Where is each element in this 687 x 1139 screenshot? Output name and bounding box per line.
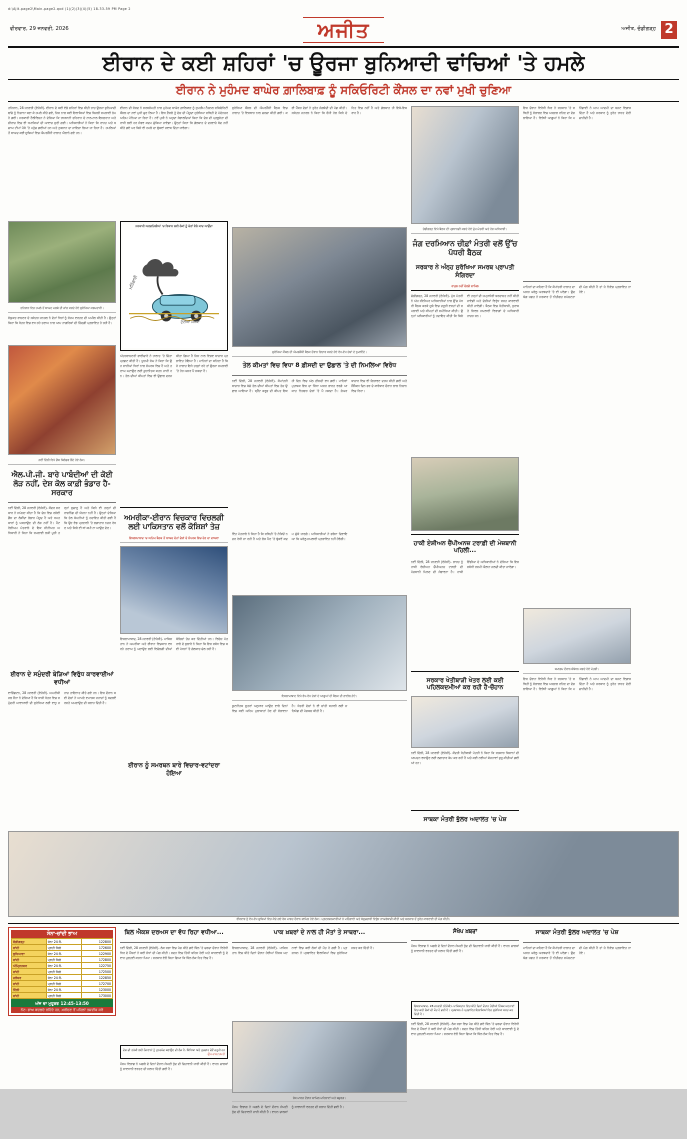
hockey-body: ਨਵੀਂ ਦਿੱਲੀ, 28 ਜਨਵਰੀ (ਏਜੰਸੀ)- ਭਾਰਤ ਨੂੰ ਹਾਕੀ ਏਸ਼ੀਅਨ ਚੈਂਪੀਅਨਜ਼ ਟਰਾਫ਼ੀ ਦੀ ਮੇਜ਼ਬਾਨੀ ਮਿਲਣ ਦੀ ਸੰਭਾਵਨਾ ਹੈ। ਹਾਕੀ ਇੰਡੀਆ ਦੇ ਅਧਿਕਾਰੀਆਂ ਨੇ ਦੱਸਿਆ ਕਿ ਇਸ ਸਬੰਧੀ ਰਸਮੀ ਐਲਾਨ ਜਲਦੀ ਕੀਤਾ ਜਾਵੇਗਾ। bbox=[411, 559, 519, 574]
quote-attribution: -ਉਪ-ਰਾਸ਼ਟਰਪਤੀ bbox=[206, 1051, 225, 1056]
page-number-badge: 2 bbox=[661, 21, 677, 39]
pak-news-body: ਇਸਲਾਮਾਬਾਦ, 28 ਜਨਵਰੀ (ਏਜੰਸੀ)- ਪਾਕਿਸਤਾਨ ਵਿਚ ਬੀਤੇ ਦਿਨਾਂ ਦੌਰਾਨ ਹੋਈਆਂ ਹਿੰਸਕ ਘਟਨਾਵਾਂ ਵਿਚ ਕਈ ਲੋਕਾਂ ਦੀ ਮੌਤ ਹੋ ਗਈ ਹੈ। ਪ੍ਰਸ਼ਾਸਨ ਨੇ ਪ੍ਰਭਾਵਿਤ ਇਲਾਕਿਆਂ ਵਿਚ ਸੁਰੱਖਿਆ ਸਖ਼ਤ ਕਰ ਦਿੱਤੀ ਹੈ। bbox=[232, 945, 375, 955]
column-3 bbox=[232, 106, 407, 827]
rate-metal: ਪ੍ਰਤੀ ਕਿਲੋ bbox=[46, 969, 81, 975]
main-column-grid bbox=[8, 106, 679, 827]
pak-mediation-body: ਇਸਲਾਮਾਬਾਦ, 28 ਜਨਵਰੀ (ਏਜੰਸੀ)- ਪਾਕਿਸਤਾਨ ਨੇ ਅਮਰੀਕਾ ਅਤੇ ਈਰਾਨ ਵਿਚਕਾਰ ਵਧ ਰਹੇ ਤਣਾਅ ਨੂੰ ਘਟਾਉਣ ਲਈ ਵਿਚੋਲਗੀ ਦੀਆਂ ਕੋਸ਼ਿਸ਼ਾਂ ਤੇਜ਼ ਕਰ ਦਿੱਤੀਆਂ ਹਨ। ਵਿਦੇਸ਼ ਮੰਤਰਾਲੇ ਦੇ ਬੁਲਾਰੇ ਨੇ ਕਿਹਾ ਕਿ ਇਸ ਸਬੰਧ ਵਿਚ ਕਈ ਪੱਧਰਾਂ 'ਤੇ ਗੱਲਬਾਤ ਚੱਲ ਰਹੀ ਹੈ। bbox=[120, 637, 228, 652]
rate-metal: ਪ੍ਰਤੀ ਕਿਲੋ bbox=[46, 981, 81, 987]
rahul-line: ਰਾਹੁਲ ਨਹੀਂ ਦੇਣਗੇ ਸ਼ਾਮਿਲ bbox=[411, 284, 519, 291]
column-5 bbox=[523, 106, 631, 827]
cm-meeting-headline: ਜੰਗ ਦਰਮਿਆਨ ਚੀਫ਼ਾਂ ਮੰਤਰੀ ਵਲੋਂ ਉੱਚ ਪੱਧਰੀ ਬੈਠਕ bbox=[412, 239, 518, 258]
col3-bottom-body: ਕੂਟਨੀਤਕ ਸੂਤਰਾਂ ਅਨੁਸਾਰ ਆਉਣ ਵਾਲੇ ਦਿਨਾਂ ਵਿਚ ਕਈ ਅਹਿਮ ਮੁਲਾਕਾਤਾਂ ਹੋਣ ਦੀ ਸੰਭਾਵਨਾ ਹੈ। ਖੇਤਰੀ ਦੇਸ਼ਾਂ ਨੇ ਵੀ ਸ਼ਾਂਤੀ ਬਹਾਲੀ ਲਈ ਸਹਿਯੋਗ ਦੀ ਪੇਸ਼ਕਸ਼ ਕੀਤੀ ਹੈ। bbox=[232, 703, 348, 713]
photo-iran-wreckage-caption: ਤਹਿਰਾਨ ਵਿਚ ਹਮਲੇ ਤੋਂ ਬਾਅਦ ਮਲਬੇ ਦੀ ਜਾਂਚ ਕਰਦੇ ਹੋਏ ਸੁਰੱਖਿਆ ਕਰਮਚਾਰੀ। bbox=[8, 306, 116, 313]
col2-body-2: ਅੰਤਰਰਾਸ਼ਟਰੀ ਭਾਈਚਾਰੇ ਨੇ ਹਾਲਾਤ 'ਤੇ ਚਿੰਤਾ ਪ੍ਰਗਟ ਕੀਤੀ ਹੈ। ਯੂਰਪੀ ਸੰਘ ਨੇ ਕਿਹਾ ਕਿ ਉਹ ਸਾਰੀਆਂ ਧਿਰਾਂ ਨਾਲ ਸੰਪਰਕ ਵਿਚ ਹੈ ਅਤੇ ਤਣਾਅ ਘਟਾਉਣ ਲਈ ਕੂਟਨੀਤਕ ਯਤਨ ਜਾਰੀ ਹਨ। ਤੇਲ ਦੀਆਂ ਕੀਮਤਾਂ ਵਿਚ ਵੀ ਉਛਾਲ ਦਰਜ ਕੀਤਾ ਗਿਆ ਹੈ ਜਿਸ ਨਾਲ ਵਿਸ਼ਵ ਬਾਜ਼ਾਰ ਪ੍ਰਭਾਵਿਤ ਹੋਇਆ ਹੈ। ਮਾਹਿਰਾਂ ਦਾ ਕਹਿਣਾ ਹੈ ਕਿ ਜੇ ਹਾਲਾਤ ਇਸੇ ਤਰ੍ਹਾਂ ਰਹੇ ਤਾਂ ਊਰਜਾ ਸਪਲਾਈ 'ਤੇ ਹੋਰ ਅਸਰ ਪੈ ਸਕਦਾ ਹੈ। bbox=[120, 354, 228, 379]
photo-bottom-rally-caption: ਰੋਸ ਮਾਰਚ ਦੌਰਾਨ ਸ਼ਾਮਿਲ ਮਹਿਲਾਵਾਂ ਅਤੇ ਬਜ਼ੁਰਗ। bbox=[232, 1096, 407, 1103]
oil-price-body: ਨਵੀਂ ਦਿੱਲੀ, 28 ਜਨਵਰੀ (ਏਜੰਸੀ)- ਕੌਮਾਂਤਰੀ ਬਾਜ਼ਾਰ ਵਿਚ ਕੱਚੇ ਤੇਲ ਦੀਆਂ ਕੀਮਤਾਂ ਵਿਚ ਤੇਜ਼ ਉਛਾਲ ਆਇਆ ਹੈ। ਬ੍ਰੈਂਟ ਕਰੂਡ ਦੀ ਕੀਮਤ ਇਕ ਹੀ ਦਿਨ ਵਿਚ ਅੱਠ ਫ਼ੀਸਦੀ ਵਧ ਗਈ। ਮਾਹਿਰਾਂ ਮੁਤਾਬਕ ਇਸ ਦਾ ਸਿੱਧਾ ਅਸਰ ਭਾਰਤ ਵਰਗੇ ਆਯਾਤ ਨਿਰਭਰ ਦੇਸ਼ਾਂ 'ਤੇ ਪੈ ਸਕਦਾ ਹੈ। ਸ਼ੇਅਰ ਬਾਜ਼ਾਰ ਵਿਚ ਵੀ ਗਿਰਾਵਟ ਦਰਜ ਕੀਤੀ ਗਈ ਅਤੇ ਸੈਂਸੈਕਸ ਦਿਨ ਭਰ ਦੇ ਕਾਰੋਬਾਰ ਦੌਰਾਨ ਲਾਲ ਨਿਸ਼ਾਨ ਵਿਚ ਰਿਹਾ। bbox=[232, 378, 407, 393]
rate-metal: ਸੋਨਾ 24 ਕੈ. bbox=[46, 963, 81, 969]
gold-rate-box bbox=[8, 927, 116, 1016]
column-1 bbox=[8, 106, 116, 827]
bottom-col2-extra: ਮੌਸਮ ਵਿਭਾਗ ਨੇ ਅਗਲੇ ਦੋ ਦਿਨਾਂ ਦੌਰਾਨ ਸੰਘਣੀ ਧੁੰਦ ਦੀ ਚਿਤਾਵਨੀ ਜਾਰੀ ਕੀਤੀ ਹੈ। ਵਾਹਨ ਚਾਲਕਾਂ ਨੂੰ ਸਾਵਧਾਨੀ ਵਰਤਣ ਦੀ ਸਲਾਹ ਦਿੱਤੀ ਗਈ ਹੈ। bbox=[120, 1061, 228, 1071]
bhullar-court-headline: ਸਾਬਕਾ ਮੰਤਰੀ ਭੁੱਲਰ ਅਦਾਲਤ 'ਚ ਪੇਸ਼ bbox=[535, 929, 619, 937]
iran-ships-body: ਵਾਸ਼ਿੰਗਟਨ, 28 ਜਨਵਰੀ (ਏਜੰਸੀ)- ਅਮਰੀਕੀ ਜਲ ਸੈਨਾ ਨੇ ਦੱਸਿਆ ਹੈ ਕਿ ਖਾੜੀ ਖੇਤਰ ਵਿਚ ਸਮੁੰਦਰੀ ਆਵਾਜਾਈ ਦੀ ਸੁਰੱਖਿਆ ਲਈ ਵਾਧੂ ਜਹਾਜ਼ ਤਾਇਨਾਤ ਕੀਤੇ ਗਏ ਹਨ। ਇਸ ਦੌਰਾਨ ਕਈ ਦੇਸ਼ਾਂ ਨੇ ਆਪਣੇ ਵਪਾਰਕ ਜਹਾਜ਼ਾਂ ਨੂੰ ਬਦਲਵੇਂ ਰਸਤੇ ਅਪਣਾਉਣ ਦੀ ਸਲਾਹ ਦਿੱਤੀ ਹੈ। bbox=[8, 690, 116, 705]
brief-news-headline: ਸੰਖੇਪ ਖ਼ਬਰਾਂ bbox=[452, 928, 478, 935]
bill-body: ਨਵੀਂ ਦਿੱਲੀ, 28 ਜਨਵਰੀ (ਏਜੰਸੀ)- ਲੋਕ ਸਭਾ ਵਿਚ ਪੇਸ਼ ਕੀਤੇ ਗਏ ਬਿੱਲ 'ਤੇ ਚਰਚਾ ਦੌਰਾਨ ਵਿਰੋਧੀ ਧਿਰ ਦੇ ਮੈਂਬਰਾਂ ਨੇ ਕਈ ਸੋਧਾਂ ਦੀ ਮੰਗ ਕੀਤੀ। ਸਦਨ ਵਿਚ ਤਿੱਖੀ ਬਹਿਸ ਹੋਈ ਅਤੇ ਕਾਰਵਾਈ ਨੂੰ ਦੋ ਵਾਰ ਮੁਲਤਵੀ ਕਰਨਾ ਪਿਆ। ਸਰਕਾਰ ਵੱਲੋਂ ਕਿਹਾ ਗਿਆ ਕਿ ਬਿੱਲ ਲੋਕ ਹਿਤ ਵਿਚ ਹੈ। bbox=[120, 945, 228, 960]
pak-mediation-subhead: ਇਸਲਾਮਾਬਾਦ 'ਚ ਅਹਿਮ ਬੈਠਕ ਤੋਂ ਬਾਅਦ ਦੋਹਾਂ ਦੇਸ਼ਾਂ ਦੇ ਸੰਪਰਕ ਵਿਚ ਹੋਣ ਦਾ ਦਾਅਵਾ bbox=[120, 536, 228, 543]
lead-subheadline: ਈਰਾਨ ਨੇ ਮੁਹੰਮਦ ਬਾਘੇਰ ਗ਼ਾਲਿਬਾਫ਼ ਨੂੰ ਸਕਿਓਰਿਟੀ ਕੌਂਸਲ ਦਾ ਨਵਾਂ ਮੁਖੀ ਚੁਣਿਆ bbox=[8, 80, 679, 103]
hockey-headline: ਹਾਕੀ ਏਸ਼ੀਅਨ ਚੈਂਪੀਅਨਜ਼ ਟਰਾਫ਼ੀ ਦੀ ਮੇਜ਼ਬਾਨੀ ਪਹਿਲੀ... bbox=[413, 539, 517, 555]
divider bbox=[232, 375, 407, 376]
rate-value: 122900 bbox=[82, 951, 113, 957]
photo-delegation-caption: ਇਸਲਾਮਾਬਾਦ ਵਿਖੇ ਵੱਖ-ਵੱਖ ਦੇਸ਼ਾਂ ਦੇ ਆਗੂਆਂ ਦੀ ਬੈਠਕ ਦੀ ਫ਼ਾਈਲ ਫ਼ੋਟੋ। bbox=[232, 694, 407, 701]
rate-metal: ਸੋਨਾ 24 ਕੈ. bbox=[46, 951, 81, 957]
photo-lpg-caption: ਨਵੀਂ ਦਿੱਲੀ ਵਿਖੇ ਗੈਸ ਸਿਲੰਡਰ ਲੈਂਦੇ ਹੋਏ ਲੋਕ। bbox=[8, 458, 116, 465]
rate-city: ਚਾਂਦੀ bbox=[12, 945, 47, 951]
column-4 bbox=[411, 106, 519, 827]
rate-city: ਚਾਂਦੀ bbox=[12, 981, 47, 987]
newspaper-logo: ਅਜੀਤ bbox=[303, 17, 383, 43]
iran-ships-headline: ਈਰਾਨ ਦੇ ਸਮੁੰਦਰੀ ਬੇੜਿਆਂ ਵਿਰੁੱਧ ਕਾਰਵਾਈਆਂ ਵਧੀਆਂ bbox=[10, 671, 114, 686]
rate-value: 172800 bbox=[82, 957, 113, 963]
divider bbox=[411, 810, 519, 811]
divider bbox=[523, 942, 631, 943]
bhullar-court-body: ਮਾਹਿਰਾਂ ਦਾ ਕਹਿਣਾ ਹੈ ਕਿ ਕੌਮਾਂਤਰੀ ਹਾਲਾਤ ਦਾ ਅਸਰ ਘਰੇਲੂ ਅਰਥਚਾਰੇ 'ਤੇ ਵੀ ਪਵੇਗਾ। ਉਦਯੋਗ ਜਗਤ ਨੇ ਸਰਕਾਰ ਤੋਂ ਨੀਤੀਗਤ ਸਪੱਸ਼ਟਤਾ ਦੀ ਮੰਗ ਕੀਤੀ ਹੈ ਤਾਂ ਜੋ ਨਿਵੇਸ਼ ਪ੍ਰਭਾਵਿਤ ਨਾ ਹੋਵੇ। bbox=[523, 945, 631, 960]
photo-security-council bbox=[232, 227, 407, 347]
photo-delegation bbox=[232, 595, 407, 691]
rate-metal: ਸੋਨਾ 24 ਕੈ. bbox=[46, 987, 81, 993]
photo-ministers-caption: ਚੰਡੀਗੜ੍ਹ ਵਿਖੇ ਬੈਠਕ ਦੀ ਪ੍ਰਧਾਨਗੀ ਕਰਦੇ ਹੋਏ ਮੁੱਖ ਮੰਤਰੀ ਅਤੇ ਹੋਰ ਅਧਿਕਾਰੀ। bbox=[411, 227, 519, 234]
rate-metal: ਪ੍ਰਤੀ ਕਿਲੋ bbox=[46, 993, 81, 999]
rate-value: 122750 bbox=[82, 963, 113, 969]
rate-city: ਜਲੰਧਰ bbox=[12, 975, 47, 981]
rate-metal: ਪ੍ਰਤੀ ਕਿਲੋ bbox=[46, 945, 81, 951]
pak-mediation-headline: ਅਮਰੀਕਾ-ਈਰਾਨ ਵਿਚਕਾਰ ਵਿਚਲਗੀ ਲਈ ਪਾਕਿਸਤਾਨ ਵਲੋਂ ਕੋਸ਼ਿਸ਼ਾਂ ਤੇਜ਼ bbox=[124, 513, 224, 532]
cm-meeting-body: ਚੰਡੀਗੜ੍ਹ, 28 ਜਨਵਰੀ (ਏਜੰਸੀ)- ਮੁੱਖ ਮੰਤਰੀ ਨੇ ਅੱਜ ਸੀਨੀਅਰ ਅਧਿਕਾਰੀਆਂ ਨਾਲ ਉੱਚ ਪੱਧਰੀ ਬੈਠਕ ਕਰਕੇ ਸੂਬੇ ਵਿਚ ਜ਼ਰੂਰੀ ਵਸਤਾਂ ਦੀ ਸਪਲਾਈ ਅਤੇ ਕੀਮਤਾਂ ਦੀ ਸਮੀਖਿਆ ਕੀਤੀ। ਉਨ੍ਹਾਂ ਅਧਿਕਾਰੀਆਂ ਨੂੰ ਹਦਾਇਤ ਕੀਤੀ ਕਿ ਕਿਸੇ ਵੀ ਤਰ੍ਹਾਂ ਦੀ ਜਮ੍ਹਾਖੋਰੀ ਬਰਦਾਸ਼ਤ ਨਹੀਂ ਕੀਤੀ ਜਾਵੇਗੀ ਅਤੇ ਦੋਸ਼ੀਆਂ ਵਿਰੁੱਧ ਸਖ਼ਤ ਕਾਰਵਾਈ ਕੀਤੀ ਜਾਵੇਗੀ। ਬੈਠਕ ਵਿਚ ਖੇਤੀਬਾੜੀ, ਖੁਰਾਕ ਤੇ ਸਿਵਲ ਸਪਲਾਈ ਵਿਭਾਗਾਂ ਦੇ ਅਧਿਕਾਰੀ ਹਾਜ਼ਰ ਸਨ। bbox=[411, 293, 519, 318]
gold-rate-table bbox=[11, 938, 113, 999]
bottom-col4-extra: ਨਵੀਂ ਦਿੱਲੀ, 28 ਜਨਵਰੀ (ਏਜੰਸੀ)- ਲੋਕ ਸਭਾ ਵਿਚ ਪੇਸ਼ ਕੀਤੇ ਗਏ ਬਿੱਲ 'ਤੇ ਚਰਚਾ ਦੌਰਾਨ ਵਿਰੋਧੀ ਧਿਰ ਦੇ ਮੈਂਬਰਾਂ ਨੇ ਕਈ ਸੋਧਾਂ ਦੀ ਮੰਗ ਕੀਤੀ। ਸਦਨ ਵਿਚ ਤਿੱਖੀ ਬਹਿਸ ਹੋਈ ਅਤੇ ਕਾਰਵਾਈ ਨੂੰ ਦੋ ਵਾਰ ਮੁਲਤਵੀ ਕਰਨਾ ਪਿਆ। ਸਰਕਾਰ ਵੱਲੋਂ ਕਿਹਾ ਗਿਆ ਕਿ ਬਿੱਲ ਲੋਕ ਹਿਤ ਵਿਚ ਹੈ। bbox=[411, 1022, 519, 1037]
gold-rate-ad[interactable] bbox=[8, 927, 116, 1139]
rate-city: ਲੁਧਿਆਣਾ bbox=[12, 951, 47, 957]
masthead-date: ਵੀਰਵਾਰ, 29 ਜਨਵਰੀ, 2026 bbox=[10, 26, 69, 33]
photo-wide-rally bbox=[8, 831, 679, 917]
rate-value: 172500 bbox=[82, 969, 113, 975]
bottom-grid bbox=[8, 927, 679, 1139]
agriculture-headline: ਸਰਕਾਰ ਖੇਤੀਬਾੜੀ ਖੇਤਰ ਲਈ ਕਈ ਪਹਿਲਕਦਮੀਆਂ ਕਰ ਰਹੀ ਹੈ-ਚੌਹਾਨ bbox=[426, 676, 504, 691]
oil-price-headline: ਤੇਲ ਕੀਮਤਾਂ ਵਿਚ ਵਿਧਾ 8 ਫ਼ੀਸਦੀ ਦਾ ਉਛਾਲ 'ਤੇ ਦੀ ਨਿਮਲਿਆ ਵਿਰੋਧ bbox=[242, 362, 397, 370]
divider bbox=[411, 940, 519, 941]
photo-event-caption: ਸਮਾਗਮ ਦੌਰਾਨ ਸੰਬੋਧਨ ਕਰਦੇ ਹੋਏ ਮੰਤਰੀ। bbox=[523, 667, 631, 674]
masthead bbox=[8, 15, 679, 48]
cartoon-image bbox=[123, 230, 225, 348]
photo-lpg-cylinders bbox=[8, 345, 116, 455]
photo-minister-portrait bbox=[411, 696, 519, 748]
gold-rate-title: ਸੋਨਾ-ਚਾਂਦੀ ਭਾਅ bbox=[11, 930, 113, 938]
photo-event-speaker bbox=[523, 608, 631, 664]
photo-wide-rally-caption: ਵੀਰਵਾਰ ਨੂੰ ਵੱਖ-ਵੱਖ ਸੂਬਿਆਂ ਵਿਚ ਕੱਢੇ ਗਏ ਰੋਸ ਮਾਰਚ ਦੌਰਾਨ ਸ਼ਾਮਿਲ ਹੋਏ ਲੋਕ। ਪ੍ਰਦਰਸ਼ਨਕਾਰੀਆਂ ਨੇ ਮਹਿੰਗਾਈ ਅਤੇ ਬੇਰੁਜ਼ਗਾਰੀ ਵਿਰੁੱਧ ਨਾਅਰੇਬਾਜ਼ੀ ਕੀਤੀ ਅਤੇ ਸਰਕਾਰ ਤੋਂ ਤੁਰੰਤ ਕਾਰਵਾਈ ਦੀ ਮੰਗ ਕੀਤੀ। bbox=[8, 917, 679, 924]
divider bbox=[411, 671, 519, 672]
col2-bottom-headline: ਈਰਾਨ ਨੂੰ ਸਮਰਥਨ ਬਾਰੇ ਵਿਚਾਰ-ਵਟਾਂਦਰਾ ਹੋਇਆ bbox=[128, 762, 220, 777]
oil-price-body-2: ਵਿੱਤ ਮੰਤਰਾਲੇ ਨੇ ਕਿਹਾ ਹੈ ਕਿ ਸਥਿਤੀ 'ਤੇ ਨੇੜਿਓਂ ਨਜ਼ਰ ਰੱਖੀ ਜਾ ਰਹੀ ਹੈ ਅਤੇ ਲੋੜ ਪੈਣ 'ਤੇ ਢੁੱਕਵੇਂ ਕਦਮ ਚੁੱਕੇ ਜਾਣਗੇ। ਅਧਿਕਾਰੀਆਂ ਨੇ ਭਰੋਸਾ ਦਿਵਾਇਆ ਕਿ ਘਰੇਲੂ ਸਪਲਾਈ ਪ੍ਰਭਾਵਿਤ ਨਹੀਂ ਹੋਵੇਗੀ। bbox=[232, 531, 348, 541]
col5-body-1: ਇਸ ਦੌਰਾਨ ਵਿਰੋਧੀ ਧਿਰ ਨੇ ਸਰਕਾਰ 'ਤੇ ਸਥਿਤੀ ਨੂੰ ਸੰਭਾਲਣ ਵਿਚ ਅਸਫ਼ਲ ਰਹਿਣ ਦਾ ਦੋਸ਼ ਲਾਇਆ ਹੈ। ਵਿਰੋਧੀ ਆਗੂਆਂ ਨੇ ਕਿਹਾ ਕਿ ਮਹਿੰਗਾਈ ਨੇ ਆਮ ਆਦਮੀ ਦਾ ਬਜਟ ਵਿਗਾੜ ਦਿੱਤਾ ਹੈ ਅਤੇ ਸਰਕਾਰ ਨੂੰ ਤੁਰੰਤ ਰਾਹਤ ਦੇਣੀ ਚਾਹੀਦੀ ਹੈ। bbox=[523, 106, 631, 121]
rate-value: 122800 bbox=[82, 939, 113, 945]
print-metadata-bar: d:\Ajit-page2\Main-page2.qxd (1)(2)(3)(4)(5) 18-33-59 PM Page 2 bbox=[8, 7, 131, 11]
cartoon-drawing bbox=[123, 230, 225, 348]
bhullar-headline: ਸਾਬਕਾ ਮੰਤਰੀ ਭੁੱਲਰ ਅਦਾਲਤ 'ਚ ਪੇਸ਼ bbox=[423, 816, 507, 824]
rate-city: ਅੰਮ੍ਰਿਤਸਰ bbox=[12, 963, 47, 969]
ad-note-footer: ਨੋਟ: ਭਾਅ ਬਦਲਦੇ ਰਹਿੰਦੇ ਹਨ, ਖ਼ਰੀਦਣ ਤੋਂ ਪਹਿਲਾਂ ਤਸਦੀਕ ਕਰੋ bbox=[11, 1007, 113, 1013]
rate-row bbox=[12, 993, 113, 999]
bottom-col3-extra: ਮੌਸਮ ਵਿਭਾਗ ਨੇ ਅਗਲੇ ਦੋ ਦਿਨਾਂ ਦੌਰਾਨ ਸੰਘਣੀ ਧੁੰਦ ਦੀ ਚਿਤਾਵਨੀ ਜਾਰੀ ਕੀਤੀ ਹੈ। ਵਾਹਨ ਚਾਲਕਾਂ ਨੂੰ ਸਾਵਧਾਨੀ ਵਰਤਣ ਦੀ ਸਲਾਹ ਦਿੱਤੀ ਗਈ ਹੈ। bbox=[232, 1105, 344, 1115]
photo-iran-wreckage bbox=[8, 221, 116, 303]
divider bbox=[8, 502, 116, 503]
rate-metal: ਸੋਨਾ 24 ਕੈ. bbox=[46, 939, 81, 945]
brief-news-box-text: ਇਸਲਾਮਾਬਾਦ, 28 ਜਨਵਰੀ (ਏਜੰਸੀ)- ਪਾਕਿਸਤਾਨ ਵਿਚ ਬੀਤੇ ਦਿਨਾਂ ਦੌਰਾਨ ਹੋਈਆਂ ਹਿੰਸਕ ਘਟਨਾਵਾਂ ਵਿਚ ਕਈ ਲੋਕਾਂ ਦੀ ਮੌਤ ਹੋ ਗਈ ਹੈ। ਪ੍ਰਸ਼ਾਸਨ ਨੇ ਪ੍ਰਭਾਵਿਤ ਇਲਾਕਿਆਂ ਵਿਚ ਸੁਰੱਖਿਆ ਸਖ਼ਤ ਕਰ ਦਿੱਤੀ ਹੈ। bbox=[414, 1003, 515, 1017]
col3-top-body: ਸੁਰੱਖਿਆ ਕੌਂਸਲ ਦੀ ਐਮਰਜੈਂਸੀ ਬੈਠਕ ਵਿਚ ਹਾਲਾਤ 'ਤੇ ਵਿਸਥਾਰ ਨਾਲ ਚਰਚਾ ਕੀਤੀ ਗਈ। ਕਈ ਮੈਂਬਰ ਦੇਸ਼ਾਂ ਨੇ ਤੁਰੰਤ ਜੰਗਬੰਦੀ ਦੀ ਮੰਗ ਕੀਤੀ। ਸਕੱਤਰ ਜਨਰਲ ਨੇ ਕਿਹਾ ਕਿ ਫੌਜੀ ਹੱਲ ਕਿਸੇ ਦੇ ਹਿਤ ਵਿਚ ਨਹੀਂ ਹੈ ਅਤੇ ਗੱਲਬਾਤ ਹੀ ਇਕੋ-ਇਕ ਰਾਹ ਹੈ। bbox=[232, 106, 407, 116]
rate-value: 172700 bbox=[82, 981, 113, 987]
photo-group bbox=[411, 457, 519, 531]
bottom-column-4 bbox=[411, 927, 519, 1139]
pak-news-headline: ਪਾਕ ਖ਼ਬਰਾਂ ਦੇ ਨਾਲ ਹੀ ਮੌਤਾਂ ਤੇ ਸਾਥਰਾ... bbox=[273, 929, 366, 937]
cartoon-caption: ਸਰਕਾਰੀ ਅਣਗਹਿਲੀਆਂ 'ਚ ਵਿਕਾਸ ਲਈ ਲੋਕਾਂ ਨੂੰ ਚੋਣਾਂ ਵੇਲੇ ਯਾਦ ਆਉਂਦਾ bbox=[135, 224, 213, 229]
editorial-cartoon-box bbox=[120, 221, 228, 351]
svg-text:ਟੁੱਟੀਆਂ ਸੜਕਾਂ: ਟੁੱਟੀਆਂ ਸੜਕਾਂ bbox=[180, 320, 200, 325]
rate-value: 172600 bbox=[82, 945, 113, 951]
rate-city: ਚਾਂਦੀ bbox=[12, 993, 47, 999]
lpg-headline: ਐਲ.ਪੀ.ਜੀ. ਬਾਰੇ ਪਾਬੰਦੀਆਂ ਦੀ ਕੋਈ ਲੋੜ ਨਹੀਂ, ਦੇਸ਼ ਕੋਲ ਕਾਫ਼ੀ ਭੰਡਾਰ ਹੈ-ਸਰਕਾਰ bbox=[11, 470, 113, 498]
rate-value: 173000 bbox=[82, 993, 113, 999]
ad-muhurat-footer: ਅੱਜ ਦਾ ਮੁਹੂਰਤ 12:45-13:50 bbox=[11, 999, 113, 1007]
divider bbox=[411, 534, 519, 535]
bottom-column-3 bbox=[232, 927, 407, 1139]
bottom-column-5 bbox=[523, 927, 631, 1139]
rate-value: 122850 bbox=[82, 975, 113, 981]
lead-headline: ਈਰਾਨ ਦੇ ਕਈ ਸ਼ਹਿਰਾਂ 'ਚ ਊਰਜਾ ਬੁਨਿਆਦੀ ਢਾਂਚਿਆਂ 'ਤੇ ਹਮਲੇ bbox=[8, 48, 679, 80]
rate-city: ਦਿੱਲੀ bbox=[12, 987, 47, 993]
svg-text:ਮਹਿੰਗਾਈ: ਮਹਿੰਗਾਈ bbox=[127, 274, 139, 291]
brief-news-box bbox=[411, 1001, 519, 1020]
photo-ministers-meeting bbox=[411, 106, 519, 224]
agriculture-body: ਨਵੀਂ ਦਿੱਲੀ, 28 ਜਨਵਰੀ (ਏਜੰਸੀ)- ਕੇਂਦਰੀ ਖੇਤੀਬਾੜੀ ਮੰਤਰੀ ਨੇ ਕਿਹਾ ਕਿ ਸਰਕਾਰ ਕਿਸਾਨਾਂ ਦੀ ਆਮਦਨ ਵਧਾਉਣ ਲਈ ਲਗਾਤਾਰ ਕੰਮ ਕਰ ਰਹੀ ਹੈ ਅਤੇ ਕਈ ਨਵੀਆਂ ਯੋਜਨਾਵਾਂ ਸ਼ੁਰੂ ਕੀਤੀਆਂ ਗਈਆਂ ਹਨ। bbox=[411, 751, 519, 766]
photo-bottom-rally bbox=[232, 1021, 407, 1093]
col5-body-3: ਇਸ ਦੌਰਾਨ ਵਿਰੋਧੀ ਧਿਰ ਨੇ ਸਰਕਾਰ 'ਤੇ ਸਥਿਤੀ ਨੂੰ ਸੰਭਾਲਣ ਵਿਚ ਅਸਫ਼ਲ ਰਹਿਣ ਦਾ ਦੋਸ਼ ਲਾਇਆ ਹੈ। ਵਿਰੋਧੀ ਆਗੂਆਂ ਨੇ ਕਿਹਾ ਕਿ ਮਹਿੰਗਾਈ ਨੇ ਆਮ ਆਦਮੀ ਦਾ ਬਜਟ ਵਿਗਾੜ ਦਿੱਤਾ ਹੈ ਅਤੇ ਸਰਕਾਰ ਨੂੰ ਤੁਰੰਤ ਰਾਹਤ ਦੇਣੀ ਚਾਹੀਦੀ ਹੈ। bbox=[523, 677, 631, 692]
rate-city: ਚੰਡੀਗੜ੍ਹ bbox=[12, 939, 47, 945]
lpg-body: ਨਵੀਂ ਦਿੱਲੀ, 28 ਜਨਵਰੀ (ਏਜੰਸੀ)- ਕੇਂਦਰ ਸਰਕਾਰ ਨੇ ਸਪੱਸ਼ਟ ਕੀਤਾ ਹੈ ਕਿ ਦੇਸ਼ ਵਿਚ ਰਸੋਈ ਗੈਸ ਦਾ ਲੋੜੀਂਦਾ ਭੰਡਾਰ ਮੌਜੂਦ ਹੈ ਅਤੇ ਖਪਤਕਾਰਾਂ ਨੂੰ ਘਬਰਾਉਣ ਦੀ ਲੋੜ ਨਹੀਂ ਹੈ। ਪੈਟਰੋਲੀਅਮ ਮੰਤਰਾਲੇ ਦੇ ਇਕ ਸੀਨੀਅਰ ਅਧਿਕਾਰੀ ਨੇ ਕਿਹਾ ਕਿ ਸਪਲਾਈ ਲੜੀ ਪੂਰੀ ਤਰ੍ਹਾਂ ਸੁਚਾਰੂ ਹੈ ਅਤੇ ਕਿਸੇ ਵੀ ਤਰ੍ਹਾਂ ਦੀ ਰਾਸ਼ਨਿੰਗ ਦੀ ਯੋਜਨਾ ਨਹੀਂ ਹੈ। ਉਨ੍ਹਾਂ ਦੱਸਿਆ ਕਿ ਤੇਲ ਕੰਪਨੀਆਂ ਨੂੰ ਹਦਾਇਤ ਕੀਤੀ ਗਈ ਹੈ ਕਿ ਉਹ ਵੰਡ ਪ੍ਰਣਾਲੀ 'ਤੇ ਲਗਾਤਾਰ ਨਜ਼ਰ ਰੱਖਣ ਅਤੇ ਕਿਸੇ ਵੀ ਥਾਂ ਕਮੀ ਨਾ ਆਉਣ ਦੇਣ। bbox=[8, 506, 116, 536]
masthead-edition: ਅਜੀਤ, ਚੰਡੀਗੜ੍ਹ bbox=[621, 26, 656, 33]
bill-headline: ਬਿਲ ਐਕਸ਼ ਦਰਅਸ ਦਾ ਵੱਧ ਰਿਹਾ ਵਧੀਆ... bbox=[124, 929, 224, 937]
divider bbox=[232, 942, 407, 943]
col2-body-1: ਈਰਾਨ ਦੀ ਸੰਸਦ ਨੇ ਸਰਬਸੰਮਤੀ ਨਾਲ ਮੁਹੰਮਦ ਬਾਘੇਰ ਗ਼ਾਲਿਬਾਫ਼ ਨੂੰ ਸੁਪਰੀਮ ਨੈਸ਼ਨਲ ਸਕਿਓਰਿਟੀ ਕੌਂਸਲ ਦਾ ਨਵਾਂ ਮੁਖੀ ਚੁਣ ਲਿਆ ਹੈ। ਇਸ ਫ਼ੈਸਲੇ ਨੂੰ ਦੇਸ਼ ਦੀ ਮੌਜੂਦਾ ਸੁਰੱਖਿਆ ਸਥਿਤੀ ਦੇ ਮੱਦੇਨਜ਼ਰ ਅਹਿਮ ਮੰਨਿਆ ਜਾ ਰਿਹਾ ਹੈ। ਨਵੇਂ ਮੁਖੀ ਨੇ ਅਹੁਦਾ ਸੰਭਾਲਦਿਆਂ ਕਿਹਾ ਕਿ ਦੇਸ਼ ਦੀ ਪ੍ਰਭੂਸੱਤਾ ਦੀ ਰਾਖੀ ਲਈ ਹਰ ਸੰਭਵ ਕਦਮ ਚੁੱਕਿਆ ਜਾਵੇਗਾ। ਉਨ੍ਹਾਂ ਕਿਹਾ ਕਿ ਗੱਲਬਾਤ ਦੇ ਦਰਵਾਜ਼ੇ ਬੰਦ ਨਹੀਂ ਕੀਤੇ ਗਏ ਪਰ ਕਿਸੇ ਵੀ ਹਮਲੇ ਦਾ ਢੁੱਕਵਾਂ ਜਵਾਬ ਦਿੱਤਾ ਜਾਵੇਗਾ। bbox=[120, 106, 228, 131]
masthead-edition-group bbox=[527, 21, 677, 39]
col1-body-1: ਤਹਿਰਾਨ, 28 ਜਨਵਰੀ (ਏਜੰਸੀ)- ਈਰਾਨ ਦੇ ਕਈ ਵੱਡੇ ਸ਼ਹਿਰਾਂ ਵਿਚ ਬੀਤੀ ਰਾਤ ਊਰਜਾ ਬੁਨਿਆਦੀ ਢਾਂਚੇ ਨੂੰ ਨਿਸ਼ਾਨਾ ਬਣਾ ਕੇ ਹਮਲੇ ਕੀਤੇ ਗਏ, ਜਿਸ ਨਾਲ ਕਈ ਇਲਾਕਿਆਂ ਵਿਚ ਬਿਜਲੀ ਸਪਲਾਈ ਠੱਪ ਹੋ ਗਈ। ਸਰਕਾਰੀ ਟੈਲੀਵਿਜ਼ਨ ਨੇ ਦੱਸਿਆ ਕਿ ਰਾਜਧਾਨੀ ਤਹਿਰਾਨ ਦੇ ਨਾਲ-ਨਾਲ ਇਸਫ਼ਹਾਨ ਅਤੇ ਸ਼ੀਰਾਜ਼ ਵਿਚ ਵੀ ਧਮਾਕਿਆਂ ਦੀ ਆਵਾਜ਼ ਸੁਣੀ ਗਈ। ਅਧਿਕਾਰੀਆਂ ਨੇ ਕਿਹਾ ਕਿ ਰਾਹਤ ਅਤੇ ਬਚਾਅ ਟੀਮਾਂ ਮੌਕੇ 'ਤੇ ਪਹੁੰਚ ਗਈਆਂ ਹਨ ਅਤੇ ਨੁਕਸਾਨ ਦਾ ਜਾਇਜ਼ਾ ਲਿਆ ਜਾ ਰਿਹਾ ਹੈ। ਹਮਲਿਆਂ ਤੋਂ ਬਾਅਦ ਕਈ ਸੂਬਿਆਂ ਵਿਚ ਐਮਰਜੈਂਸੀ ਹਾਲਾਤ ਐਲਾਨੇ ਗਏ ਹਨ। bbox=[8, 106, 116, 136]
col5-body-2: ਮਾਹਿਰਾਂ ਦਾ ਕਹਿਣਾ ਹੈ ਕਿ ਕੌਮਾਂਤਰੀ ਹਾਲਾਤ ਦਾ ਅਸਰ ਘਰੇਲੂ ਅਰਥਚਾਰੇ 'ਤੇ ਵੀ ਪਵੇਗਾ। ਉਦਯੋਗ ਜਗਤ ਨੇ ਸਰਕਾਰ ਤੋਂ ਨੀਤੀਗਤ ਸਪੱਸ਼ਟਤਾ ਦੀ ਮੰਗ ਕੀਤੀ ਹੈ ਤਾਂ ਜੋ ਨਿਵੇਸ਼ ਪ੍ਰਭਾਵਿਤ ਨਾ ਹੋਵੇ। bbox=[523, 285, 631, 300]
column-2 bbox=[120, 106, 228, 827]
photo-security-council-caption: ਸੁਰੱਖਿਆ ਕੌਂਸਲ ਦੀ ਐਮਰਜੈਂਸੀ ਬੈਠਕ ਦੌਰਾਨ ਵਿਚਾਰ ਕਰਦੇ ਹੋਏ ਵੱਖ-ਵੱਖ ਦੇਸ਼ਾਂ ਦੇ ਨੁਮਾਇੰਦੇ। bbox=[232, 350, 407, 357]
rate-value: 123000 bbox=[82, 987, 113, 993]
quote-box bbox=[120, 1045, 228, 1059]
cm-meeting-subhead: ਸਰਕਾਰ ਨੇ ਅੰਨ੍ਹ ਸੁਰੱਖਿਆ ਸਮਰਥ ਪ੍ਰਾਪਤੀ ਸੰਗਿਰਦਾ bbox=[415, 264, 515, 279]
quote-text: ਦੇਸ਼ ਦੀ ਤਰੱਕੀ ਲਈ ਨੌਜਵਾਨਾਂ ਨੂੰ ਹੁਨਰਮੰਦ ਬਣਾਉਣ ਦੀ ਲੋੜ ਹੈ, ਸਿੱਖਿਆ ਅਤੇ ਰੁਜ਼ਗਾਰ ਦੋਵੇਂ ਜ਼ਰੂਰੀ ਹਨ bbox=[123, 1047, 225, 1052]
rate-city: ਚਾਂਦੀ bbox=[12, 969, 47, 975]
rate-metal: ਸੋਨਾ 24 ਕੈ. bbox=[46, 975, 81, 981]
divider bbox=[523, 281, 631, 282]
bottom-column-2 bbox=[120, 927, 228, 1139]
photo-world-leaders bbox=[120, 546, 228, 634]
divider bbox=[120, 507, 228, 508]
divider bbox=[120, 942, 228, 943]
brief-news-body: ਮੌਸਮ ਵਿਭਾਗ ਨੇ ਅਗਲੇ ਦੋ ਦਿਨਾਂ ਦੌਰਾਨ ਸੰਘਣੀ ਧੁੰਦ ਦੀ ਚਿਤਾਵਨੀ ਜਾਰੀ ਕੀਤੀ ਹੈ। ਵਾਹਨ ਚਾਲਕਾਂ ਨੂੰ ਸਾਵਧਾਨੀ ਵਰਤਣ ਦੀ ਸਲਾਹ ਦਿੱਤੀ ਗਈ ਹੈ। bbox=[411, 943, 519, 953]
rate-city: ਚਾਂਦੀ bbox=[12, 957, 47, 963]
col1-body-2: ਸੰਯੁਕਤ ਰਾਸ਼ਟਰ ਦੇ ਸਕੱਤਰ ਜਨਰਲ ਨੇ ਦੋਹਾਂ ਧਿਰਾਂ ਨੂੰ ਸੰਜਮ ਵਰਤਣ ਦੀ ਅਪੀਲ ਕੀਤੀ ਹੈ। ਉਨ੍ਹਾਂ ਕਿਹਾ ਕਿ ਖੇਤਰ ਵਿਚ ਵਧ ਰਹੇ ਤਣਾਅ ਨਾਲ ਆਮ ਨਾਗਰਿਕਾਂ ਦੀ ਜ਼ਿੰਦਗੀ ਪ੍ਰਭਾਵਿਤ ਹੋ ਰਹੀ ਹੈ। bbox=[8, 316, 116, 326]
rate-metal: ਪ੍ਰਤੀ ਕਿਲੋ bbox=[46, 957, 81, 963]
